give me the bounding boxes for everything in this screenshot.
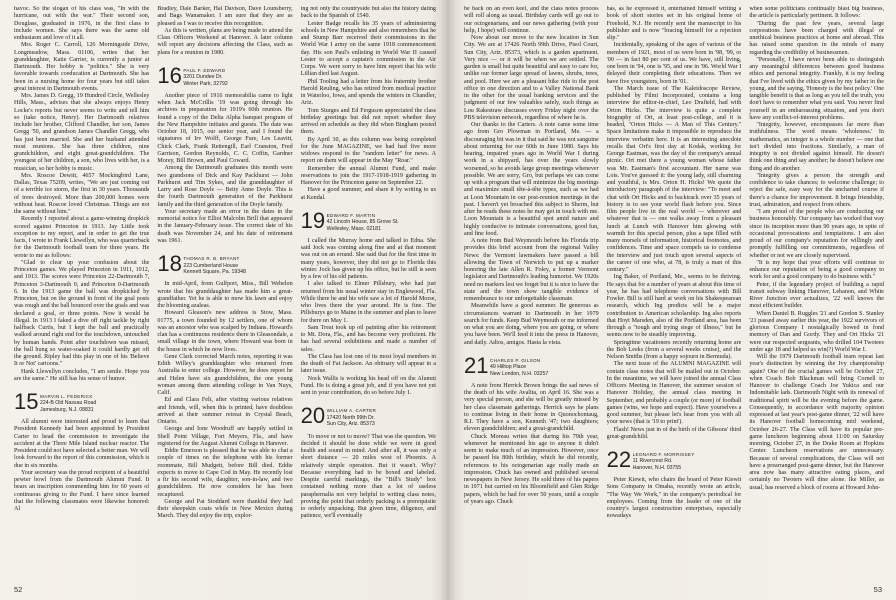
paragraph: Howard Gleason's new address is Stow, Mass. 01775, a town founded by 12 settlers, one of whom was an ancestor who was scalped by Indians. Howard's clan has a continuous residence there in Gleasondale, a small village in the town, where Howard was born in the house in which he now lives. (157, 310, 293, 353)
class-number: 21 (464, 352, 489, 378)
class-entry-19 (300, 207, 436, 233)
right-columns (464, 6, 884, 578)
paragraph: All alumni were interested and proud to learn that President Kennedy had been appointed by President Carter to head the commission to investigate the accident at the Three Mile Island nuclear reactor. The President could not have selected a better man. We will look forward to the report of this commission, which is due in six months. (14, 419, 150, 469)
paragraph: When Daniel B. Ruggles '21 and Gordon S. Stanley '21 passed away earlier this year, the 1922 survivors of glorious Company I nostalgically bowed in fond memory of Dan and Gordy. They and Ort Hicks '21 were our respected sergeants, who drilled 104 Twotees under age 18 and helped us win(?) World War I. (749, 310, 885, 353)
paragraph: Ing Baker, of Portland, Me., seems to be thriving. He says that for a number of years at about this time of year, he has had telephone conversations with Bill Fowler. Bill is still hard at work on his Shakespearean research, which Ing predicts will be a major contribution to American scholarship. Ing also reports that Hoyt Marsden, also of the Portland area, has been through a "tough and trying siege of illness," but he seems now to be steadily improving. (606, 274, 742, 339)
paragraph: Tom Sturges and Ed Ferguson appreciated the class birthday greetings but did not report whether they arrived on schedule as they did when Bingham posted them. (300, 107, 436, 136)
address-line-2: Hanover, N.H. 03755 (632, 464, 682, 471)
paragraph: havoc. So the slogan of his class was, "In with the hurricane, out with the war." Their second son, Douglass, graduated in 1976, in the first class to include women. She says there was the same old enthusiasm and love of it all. (14, 6, 150, 41)
column-2 (157, 6, 292, 578)
class-number: 15 (14, 389, 39, 414)
paragraph: A note from Bud Weymouth before his Florida trip provides this brief account from the regional Valley News: the Vermont lawmakers have passed a bill allowing the Town of Norwich to put up a marker honoring the late Allen R. Foley, a former Vermont legislator and Dartmouth's leading humorist. We 1920s need no markers lest we forget but it is nice to have the state and the town show tangible evidence of remembrance to our unforgettable classmate. (464, 238, 599, 302)
paragraph: The March issue of The Kaleidoscope Review, published by Filmi Incorporated, contains a long interview the editor-in-chief, Leo Drafield, had with Orton Hicks. The interview is quite a complete biography of Ort, at least post-college, and it is headed, "Orton Hicks — A Man of This Century." Space limitations make it impossible to reproduce the interview verbatim here. It is an interesting anecdote recalls that Ort's first day at Kodak, working for George Eastman, was the day of the company's annual picnic. Ort met there a young woman whose father was Mr. Eastman's first accountant. Her name was Lois. You've guessed it: the young lady, still charming and youthful, is Mrs. Orton H. Hicks! We quote the introductory paragraph of the interview: "To meet and chat with Ort Hicks and to backtrack over 35 years of history is to see your world flash before you. Since film people live in the real world — wherever and whatever that is — one walks away from a pleasant lunch at Lunch with Hanover him glowing with warmth for this special person, plus a tape filled with many morsels of information, historical footnotes, and confidences. Time and space compels us to condense the interview and just touch upon several aspects of the career of one who, at 78, is truly a man of this century." (606, 85, 742, 273)
paragraph: Springtime vacationers recently returning home are the Bob Leeks (from a several weeks cruise), and the Nelson Smiths (from a happy sojourn in Bermuda). (606, 339, 742, 360)
paragraph: Another piece of 1916 memorabilia came to light when Jack McCrillis '19 was going through his archives in preparation for 1919's 60th reunion. He found a copy of the Delta Alpha banquet program of the New Hampshire initiates and guests. The date was October 18, 1915, our senior year, and I found the signatures of Irv Wolff, George Fure, Les Leavitt, Chick Clark, Frank Rettengill, Earl Cranston, Fred Garrison, Gordon Reynolds, C. C. Coffin, Gardner Morey, Bill Brown, and Paul Coward. (157, 92, 293, 165)
class-entry-16 (157, 62, 292, 88)
paragraph: A note from Herrick Brown brings the sad news of the death of his wife Avalita, on April 16. She was a very special person, and she will be greatly missed by her class classmate gatherings. Herrick says he plans to continue living in their home in Quonochontaug, R.I. They have a son, Kenneth '47; two daughters; eleven grandchildren; and a great-grandchild. (464, 382, 599, 433)
paragraph: Recently I reported about a game-winning dropkick scored against Princeton in 1913. Jay Little took exception to my report, and in order to get the true facts, I wrote to Frank Llewellyn, who was quarterback for the Dartmouth football team for three years. He wrote to me as follows: (14, 216, 150, 259)
paragraph: Nock Wallis is working his head off on the Alumni Fund. He is doing a great job, and if you have not yet sent in your contribution, do so before July 1. (300, 375, 436, 397)
paragraph: Will the 1979 Dartmouth football team repeat last year's distinction by winning the Ivy championship again? One of the crucial games will be October 27, when Coach Bob Blackman will bring Cornell to Hanover to challenge Coach Joe Yukica and our Indomitable lads. Dartmouth Night with its renewal of traditional spirit will be the evening before the game. Consequently, in accordance with majority opinion expressed at last year's post-game dinner, '22 will have its Hanover football homecoming mid weekend, October 26-27. The Class will have its popular pre-game luncheon beginning about 11:00 on Saturday morning, October 27, in the Drake Room at Hopkins Center. Luncheon reservations are unnecessary. Because of several complications, the Class will not have a prearranged post-game dinner, but the Hanover area now has many attractive eating places, and certainly no Twoters will dine alone. Ike Miller, as usual, has reserved a block of rooms at Howard John- (749, 354, 885, 491)
secretary-name: THOMAS R. B. BRYANT (183, 256, 240, 262)
paragraph: "It is my hope that your efforts will continue to enhance our reputation of being a good company to work for and a good company to do business with." (749, 259, 885, 281)
address-line-2: Sun City, Ariz. 85373 (326, 421, 375, 428)
paragraph: be back on an even keel, and the class notes process will roll along as usual. Birthday cards will go out to our octogenarians, and our news gathering (with your help, I hope) will continue. (464, 6, 599, 34)
paragraph: Gene Clark corrected March notes, reporting it was Edith Willey's granddaughter who returned from Australia to enter college. However, he does report he and Helen have six grandchildren, the one young woman among them attending college in Van Nuys, Calif. (157, 353, 293, 397)
paragraph: Incidentally, speaking of the ages of various of the members of 1921, most of us were born in '98, '99, or '00 — in fact 80 per cent of us. We have, still living, one born in '94, one is '95, and one in '96. World War I delayed their completing their educations. Then we have five youngsters, born in '01. (606, 42, 742, 85)
paragraph: Sam Treat took up oil painting after his retirement to Mt. Dora, Fla., and has become very proficient. He has had several exhibitions and made a number of sales. (300, 324, 436, 353)
paragraph: The Class has lost one of its most loyal members in the death of Fat Jackson. An obituary will appear in a later issue. (300, 353, 436, 375)
paragraph: "During the past few years, several large corporations have been charged with illegal or unethical business practices at home and abroad. This has raised some question in the minds of many regarding the credibility of businessmen. (749, 20, 885, 56)
left-columns (14, 6, 436, 578)
address-line-2: Jamesburg, N.J. 08831 (40, 406, 94, 413)
class-secretary-address (323, 405, 376, 427)
column-5 (607, 6, 742, 578)
class-entry-22 (607, 449, 742, 471)
address-line-1: 3201 Dundee Dr. (183, 74, 223, 81)
paragraph: Lester Badge recalls his 35 years of adminstering schools in New Hampshire and also remembers that he and Stump Barr received their commissions in the World War I army on the same 1918 commencement day. His son Paul's enlisting in World War II caused Lester to accept a captain's commission in the Air Corps. We were sorry to have him report that his wife Lillian died last August. (300, 20, 436, 78)
class-secretary-address (36, 391, 96, 413)
paragraph: Your secretary was the proud recipient of a beautiful pewter bowl from the Dartmouth Alumni Fund. It bears an inscription commending him for 60 years of continuous giving to the Fund. I have since learned that the following classmates were likewise honored: Al (14, 469, 150, 513)
secretary-name: MARVIN L. FEDERICK (40, 394, 93, 399)
class-entry-21 (464, 352, 599, 378)
paragraph: Remember the annual Alumni Fund, and make reservations to join the 1917-1918-1919 gathering in Hanover for the Princeton game on September 22. (300, 165, 436, 186)
class-secretary-address (323, 210, 399, 232)
address-line-2: Wellesley, Mass. 02181 (326, 225, 381, 232)
address-line-2: New London, N.H. 03257 (490, 370, 549, 377)
column-1 (14, 6, 149, 578)
address-line-2: Winter Park, 32792 (183, 80, 228, 87)
address-line-1: 11 Rivercrest Rd. (632, 458, 673, 465)
paragraph: has, as he expressed it, entertained himself writing a book of short stories set in his original home of Freehold, N.J. He recently sent the manuscript to his publisher and is now "bracing himself for a rejection slip." (606, 6, 742, 41)
paragraph: "Glad to clear up your confusion about the Princeton games. We played Princeton in 1911, 1912, and 1913. The scores were Princeton 22-Dartmouth 7, Princeton 3-Dartmouth 0, and Princeton 0-Dartmouth 6. In the 1913 game the ball was dropkicked by Princeton, but on the ground in front of the goal posts was rough and the ball bounced over the goals and was declared a goal, or three points. Now it would be illegal. In 1913 I faked a dive off right tackle by right halfback Curtis, but I kept the ball and practically walked around right end for the touchdown, untouched by human hands. Point after touchdown was missed, the ball hung so water-soaked it could hardly get off the ground. Ripley had this play in one of his 'Believe It or Not' cartoons." (14, 259, 150, 368)
secretary-name: CHARLES P. GILSON (490, 357, 541, 363)
address-line-1: 49 Hilltop Place (490, 364, 527, 371)
secretary-name: WILLIAM A. CARTER (326, 408, 377, 414)
paragraph: The next issue of the ALUMNI MAGAZINE will contain class notes that will be mailed out in October. In the meantime, we will have joined the annual Class Officers Meeting in Hanover, the summer session of Hanover Holiday, the annual class meeting in September, and probably a couple (or more) of football games (wins, we hope and expect). Have yourselves a good summer, but please let's hear from you with all your news (that is '19 to print'). (606, 361, 742, 426)
paragraph: Hank Llewellyn concludes, "I am senile. Hope you are the same." He still has his sense of humor. (14, 368, 150, 382)
paragraph: To move or not to move? That was the question. We decided it should be done while we were in good health and sound in mind. And after all, it was only a short distance — 20 miles west of Phoenix. A relatively simple operation. But it wasn't. Why? Because everything had to be boxed and labeled. Despite careful markings, the "Bill's Study" box contained nothing more than a lot of useless paraphernalia not very helpful to writing class notes, proving the point that orderly packing is a prerequisite to orderly unpacking. But given time, diligence, and patience, we'll eventually (300, 433, 436, 520)
class-secretary-address (179, 65, 227, 87)
paragraph: I also talked to Elmer Pillsbury, who had just returned from his usual winter stay in Englewood, Fla. While there he and his wife saw a lot of Harold Morse, who lives there the year around. He is fine. The Pillsburys go to Maine in the summer and plan to leave for there on May 1. (300, 281, 436, 324)
paragraph: I called the Murray home and talked to Edna. She said Jock was coming along fine and at that moment was out on an errand. She said that for the first time in many years, however, they did not go to Florida this winter. Jock has given up his office, but he still is seen by a few of his old patients. (300, 237, 436, 281)
paragraph: "Personally, I have never been able to distinguish any meaningful differences between good business ethics and personal integrity. Frankly, it is my feeling that I've lived with the ethics given by my father in the young, and the saying, 'Honesty is the best policy.' One tangible benefit is that as long as you tell the truth, you don't have to remember what you said. You never find yourself in an embarrassing situation, and you don't have any conflict-of-interest problems. (749, 56, 885, 121)
secretary-name: PAUL F. EDWARD (183, 67, 226, 73)
paragraph: "Integrity gives a person the strength and confidence to take chances; to welcome challenge; to reject the safe, easy way for the uncharted course if there's a chance for improvement. It brings friendship, trust, admiration, and respect from others. (749, 172, 885, 208)
paragraph: Your secretary made an error in the dates in the memorial notice for Elliot Malcolm Brill that appeared in the January-February issue. The correct date of his death was November 24, and his date of retirement was 1961. (157, 208, 293, 244)
class-secretary-address (179, 253, 246, 275)
class-number: 16 (157, 62, 182, 88)
paragraph: Our thanks to the Carters. A note came some time ago from Gro Plowman in Portland, Me. — a discouraging bit was in it that said he was not sanguine about returning for our 60th in June 1980. Says his hearing, impaired years ago in World War I during work in a shipyard, has over the years slowly worsened, so he avoids large group meetings whenever possible. We are sorry, Gro, but perhaps we can come up with a program that will minimize the big meetings and maximize small tête-à-tête types, such as we had at Loon Mountain in our post-reunion meetings in the past. I haven't yet broached this subject to Sherm, but after he reads these notes he may get in touch with me. Loon Mountain is a beautiful spot amid nature and highly conducive to intimate conversations, good fun, and fine food. (464, 122, 599, 237)
paragraph: Peter Kiewit, who chairs the board of Peter Kiewit Sons Company in Omaha, recently wrote an article, "The Way We Work," in the company's periodical for employees. Coming from the leader of one of the country's largest construction enterprises, especially nowadays (606, 477, 742, 520)
paragraph: By April 30, as this column was being completed for the June MAGAZINE, we had had five more widows respond to the "random letter" for news. A report on them will appear in the May "Roar." (300, 136, 436, 165)
column-4 (464, 6, 599, 578)
class-entry-15 (14, 391, 149, 413)
left-page (0, 0, 446, 600)
paragraph: Mrs. Roger C. Carroll, 126 Morningside Drive, Longmeadow, Mass. 01106, writes that her granddaughter, Katie Carrier, is currently a junior at Dartmouth. Her hobby is "politics." She is very favorable towards coeducation at Dartmouth. She has been in a nursing home for four years but still takes great interest in Dartmouth events. (14, 42, 150, 92)
paragraph: George and Pat Stoddard were thankful they had their sheepskin coats while in New Mexico during March. They did enjoy the trip, explor- (157, 498, 293, 520)
paragraph: Among the Dartmouth graduates this month were two grandsons of Dick and Kay Packhurst — John Parkhurst and Tim Sykes, and the granddaughter of Larry and Rose Doyle — Betty Anne Doyle. This is the fourth Dartmouth generation of the Parkhurst family and the third generation of the Doyle family. (157, 165, 293, 208)
paragraph: In mid-April, from Gulfport, Miss., Bill Webelon wrote that his granddaughter has made him a great-grandfather. Yet he is able to mow his lawn and enjoy the blooming azaleas. (157, 281, 293, 310)
page-number: 53 (873, 585, 882, 594)
paragraph: when some politicians continually blast big business, the article is particularly pertinent. It follows: (749, 6, 885, 20)
paragraph: Mrs. Roscoe Dewitt, 4657 Mockingbird Lane, Dallas, Texas 75209, writes, "We are just coming out of a terrible ice storm, the first in 30 years. Thousands of trees destroyed. More than 200,000 homes were without heat. Roscoe loved Christmas. Things are not the same without him." (14, 172, 150, 215)
paragraph: Chuck Moreau writes that during his 79th year, whenever he mentioned his age to anyone it didn't seem to make much of an impression. However, once he passed his 80th birthday, which he did recently, references to his octogenarian age really made an impression. Chuck has owned and published several newspapers in New Jersey. He sold three of his papers in 1971 but carried on his Bloomfield and Glen Ridge papers, which he had for over 50 years, until a couple of years ago. Chuck (464, 433, 599, 505)
paragraph: Ed and Clara Felt, after visiting various relatives and friends, will, when this is printed, have doubtless arrived at their summer retreat in Crystal Beach, Ontario. (157, 397, 293, 426)
page-number: 52 (14, 585, 23, 594)
paragraph: Have a good summer, and share it by writing to us at Kendal. (300, 187, 436, 201)
class-secretary-address (629, 449, 695, 471)
secretary-name: LEONARD F. MORRISSEY (632, 452, 695, 457)
class-number: 18 (157, 251, 182, 277)
paragraph: Phil Tooling had a letter from his fraternity brother Harold Reuling, who has retired from medical practice in Waterloo, Iowa, and spends the winters in Chandler, Ariz. (300, 78, 436, 107)
class-number: 19 (300, 207, 326, 233)
right-page (450, 0, 896, 600)
paragraph: ing not only the countryside but also the history dating back to the Spanish of 1540. (300, 6, 436, 20)
paragraph: "I am proud of the people who are conducting our business honorably. Our company has worked that way since its inception more than 90 years ago, in spite of occasional provocations and temptations. I am also proud of our company's reputation for willingly and promptly fulfilling our commitments, regardless of whether or not we are closely supervised. (749, 209, 885, 259)
paragraph: Eddie Emerson is pleased that he was able to chat a couple of times on the telephone with his former roommate, Bill Mudgett, before Bill died. Eddie expects to move to Cape Cod in May. He recently lost a fir his second wife, daughter, son-in-law, and two grandchildren. He now considers he has been recaptured. (157, 448, 293, 498)
secretary-name: EDWARD F. MARTIN (326, 212, 376, 218)
class-entry-18 (157, 253, 292, 275)
paragraph: Flash! News just in of the birth of the Gibsons' third great-grandchild. (606, 426, 742, 440)
address-line-1: 42 Lincoln House, 85 Grove St. (326, 219, 399, 226)
paragraph: Meanwhile have a good summer. Be generous as circumstances warrant to Dartmouth in her 1979 search for funds. Keep Bud Weymouth or me informed on what you are doing, where you are going, or where you have been. We'll feed it into the press in Hanover, and daily. Adios, amigos. Hasta la vista. (464, 303, 599, 346)
class-entry-20 (301, 405, 436, 427)
column-3 (301, 6, 436, 578)
paragraph: As this is written, plans are being made to attend the Class Officers Weekend at Hanover. A later column will report any decisions affecting the Class, such as plans for a reunion in 1980. (157, 27, 293, 56)
class-secretary-address (486, 355, 548, 377)
address-line-1: 17420 North 99th Dr. (326, 414, 375, 421)
class-number: 22 (606, 447, 632, 472)
column-6 (749, 6, 884, 578)
address-line-1: 224-B Old Nassau Road (40, 400, 97, 407)
paragraph: George and Ione Woodruff are happily settled in Shell Point Village, Fort Meyers, Fla., and have registered for the August Alumni College in Hanover. (157, 426, 293, 447)
class-number: 20 (300, 403, 326, 429)
paragraph: Peter, if the legendary project of building a rapid transit subway linking Hanover, Lebanon, and White River Junction ever actualizes, '22 well knows the most efficient builder. (749, 281, 885, 310)
paragraph: Mrs. James D. Gregg, 19 Hundred Circle, Wellesley Hills, Mass., advises that she always enjoys Henry Locke's reports but never seems to write and tell him so (take notice, Henry). Her Dartmouth relatives include her brother, Clifford Chandler, her son, James Gregg '50, and grandson James Chandler Gregg, who has just been married. She and her husband attended most reunions. She has three children, nine grandchildren, and eight great-grandchildren. The youngest of her children, a son, who lives with her, is a musician, so her hobby is music. (14, 93, 150, 172)
paragraph: Bradley, Dale Barker, Hal Davison, Dave Lounsberry, and Bags Wanamaker. I am sure that they are as pleased as I was to receive this recognition. (157, 6, 293, 27)
address-line-1: 223 Cumberland House (183, 262, 239, 269)
address-line-2: Kennett Square, Pa. 19348 (183, 269, 246, 276)
paragraph: "Integrity, however, encompasses far more than truthfulness. The word means 'wholeness.' In mathematics, an integer is a whole number — one that isn't divided into fractions. Similarly, a man of integrity is not divided against himself. He doesn't think one thing and say another; he doesn't believe one thing and do another. (749, 122, 885, 172)
paragraph: Now about our move to the new location in Sun City. We are at 17426 North 99th Drive, Pisol Court, Sun City, Ariz. 85373, which is a garden apartment. Very nice — or it will be when we are settled. The garden is small but quite beautiful and easy to care for, unlike our former large spread of lawns, shrubs, trees, and pool. Here we are a pleasant bike ride to the post office in one direction and to a Valley National Bank in the other for the usual banking services and the judgment of our few valuables safely, such things as Lou Rakestraw discusses every Friday night over the PBS television network, regardless of where he is. (464, 35, 599, 121)
